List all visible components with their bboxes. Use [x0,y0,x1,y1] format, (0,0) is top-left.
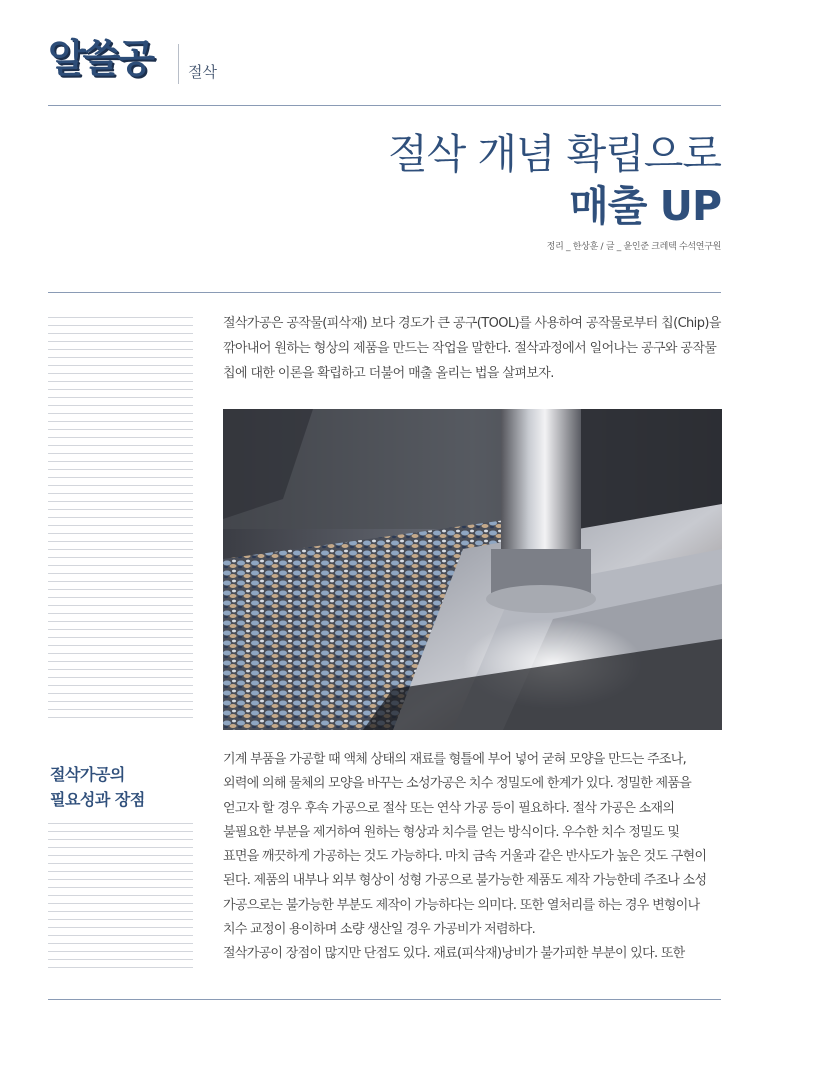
intro-line: 절삭가공은 공작물(피삭재) 보다 경도가 큰 공구(TOOL)를 사용하여 공작물로부터 칩(Chip)을 [223,316,721,331]
decorative-lines-lower [48,823,193,975]
article-title-line1: 절삭 개념 확립으로 [388,130,721,178]
top-rule [48,105,721,106]
body-line: 치수 교정이 용이하며 소량 생산일 경우 가공비가 저렴하다. [223,922,536,938]
section-name: 절삭 [188,63,217,81]
article-title-line2: 매출 UP [569,182,721,230]
body-line: 얻고자 할 경우 후속 가공으로 절삭 또는 연삭 가공 등이 필요하다. 절삭 가공은 소재의 [223,800,675,816]
body-line: 표면을 깨끗하게 가공하는 것도 가능하다. 마치 금속 거울과 같은 반사도가 높은 것도 구현이 [223,849,707,865]
body-line: 기계 부품을 가공할 때 액체 상태의 재료를 형틀에 부어 넣어 굳혀 모양을 만드는 주조나, [223,752,687,767]
header-divider [178,44,179,84]
decorative-lines-upper [48,317,193,725]
article-credit: 정리 _ 한상훈 / 글 _ 윤인준 크레텍 수석연구원 [546,242,721,252]
title-rule [48,292,721,293]
body-line: 외력에 의해 물체의 모양을 바꾸는 소성가공은 치수 정밀도에 한계가 있다. 정밀한 제품을 [223,776,692,792]
magazine-logo: 알쓸공 [48,37,153,82]
section-subheading [50,762,145,812]
bottom-rule [48,999,721,1000]
intro-paragraph [223,311,728,386]
body-line: 절삭가공이 장점이 많지만 단점도 있다. 재료(피삭재)낭비가 불가피한 부분이 있다. 또한 [223,946,685,962]
milling-machine-photo [223,409,722,730]
intro-line: 깎아내어 원하는 형상의 제품을 만드는 작업을 말한다. 절삭과정에서 일어나는 공구와 공작물 [223,341,717,356]
subheading-line: 절삭가공의 [50,765,125,784]
body-line: 불필요한 부분을 제거하여 원하는 형상과 치수를 얻는 방식이다. 우수한 치수 정밀도 및 [223,824,680,840]
body-line: 된다. 제품의 내부나 외부 형상이 성형 가공으로 불가능한 제품도 제작 가능한데 주조나 소성 [223,873,707,889]
intro-line: 칩에 대한 이론을 확립하고 더불어 매출 올리는 법을 살펴보자. [223,366,554,381]
subheading-line: 필요성과 장점 [50,790,145,809]
body-line: 가공으로는 불가능한 부분도 제작이 가능하다는 의미다. 또한 열처리를 하는 경우 변형이나 [223,897,700,913]
body-paragraph [223,748,728,967]
